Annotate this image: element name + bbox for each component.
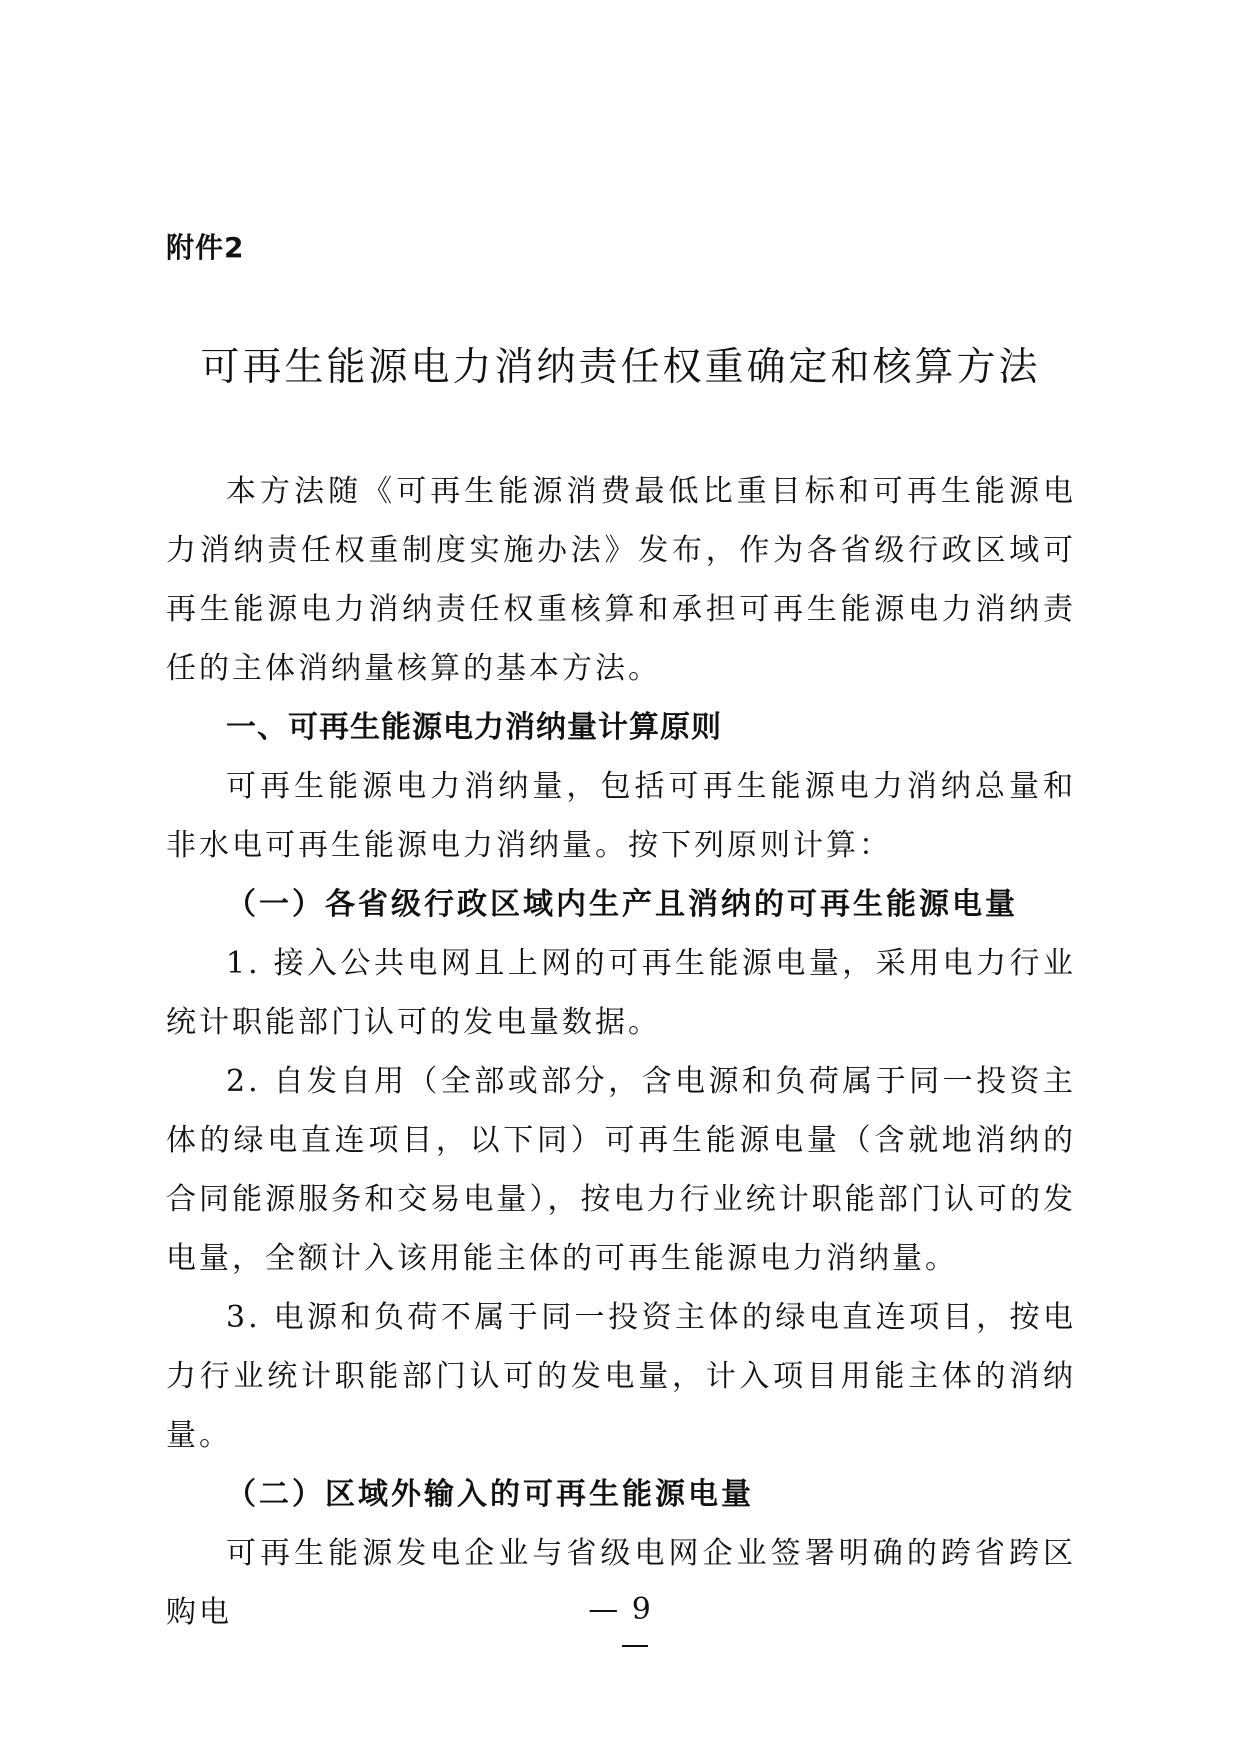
- paragraph-item-3: 3. 电源和负荷不属于同一投资主体的绿电直连项目，按电力行业统计职能部门认可的发电量，计入项目用能主体的消纳量。: [166, 1300, 1076, 1453]
- page-number: — 9: [588, 1592, 653, 1627]
- paragraph-item-1: 1. 接入公共电网且上网的可再生能源电量，采用电力行业统计职能部门认可的发电量数据。: [166, 946, 1076, 1040]
- subsection-heading-1: （一）各省级行政区域内生产且消纳的可再生能源电量: [226, 887, 1018, 922]
- subsection-heading-2: （二）区域外输入的可再生能源电量: [226, 1477, 754, 1512]
- paragraph-consumption-definition: 可再生能源电力消纳量，包括可再生能源电力消纳总量和非水电可再生能源电力消纳量。按下列原则计算：: [166, 769, 1076, 863]
- document-body: [166, 462, 1076, 1642]
- attachment-label: 附件2: [166, 231, 245, 264]
- document-title: 可再生能源电力消纳责任权重确定和核算方法: [200, 345, 1041, 390]
- paragraph-intro: 本方法随《可再生能源消费最低比重目标和可再生能源电力消纳责任权重制度实施办法》发布，作为各省级行政区域可再生能源电力消纳责任权重核算和承担可再生能源电力消纳责任的主体消纳量核算的基本方法。: [166, 474, 1076, 686]
- paragraph-item-2: 2. 自发自用（全部或部分，含电源和负荷属于同一投资主体的绿电直连项目，以下同）可再生能源电量（含就地消纳的合同能源服务和交易电量），按电力行业统计职能部门认可的发电量，全额计入该用能主体的可再生能源电力消纳量。: [166, 1064, 1076, 1276]
- page-number-rule: [622, 1645, 648, 1647]
- paragraph-external-input: 可再生能源发电企业与省级电网企业签署明确的跨省跨区购电: [166, 1536, 1076, 1630]
- section-heading-1: 一、可再生能源电力消纳量计算原则: [226, 710, 722, 745]
